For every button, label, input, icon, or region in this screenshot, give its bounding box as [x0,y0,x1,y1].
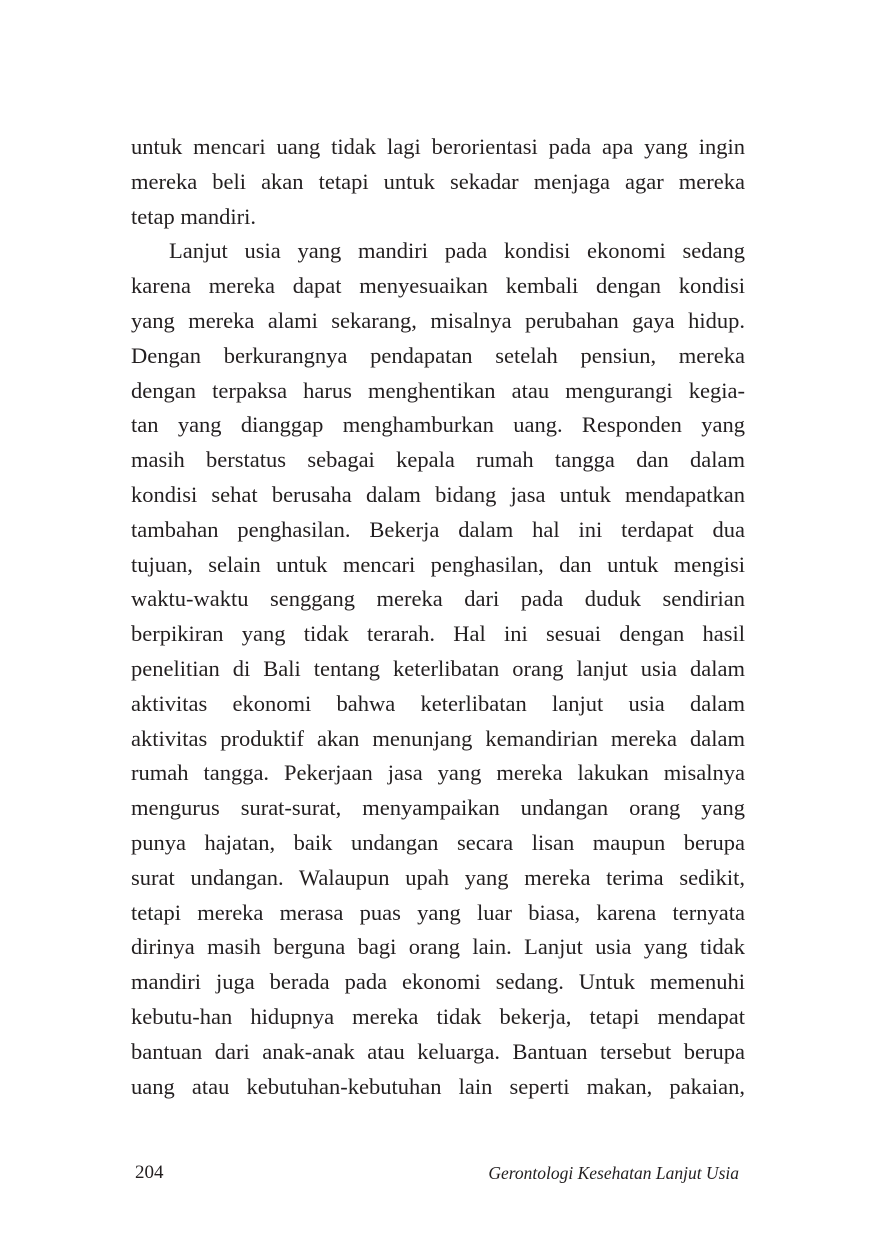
text-line: untuk mencari uang tidak lagi berorientasi pada apa yang ingin [131,134,745,159]
text-line: tujuan, selain untuk mencari penghasilan, dan untuk mengisi [131,551,745,577]
text-line: kebutu-han hidupnya mereka tidak bekerja, tetapi mendapat [131,1003,745,1029]
running-title: Gerontologi Kesehatan Lanjut Usia [488,1163,739,1183]
text-line: kondisi sehat berusaha dalam bidang jasa untuk mendapatkan [131,481,745,507]
text-line: karena mereka dapat menyesuaikan kembali dengan kondisi [131,273,745,299]
text-line: Lanjut usia yang mandiri pada kondisi ekonomi sedang [169,238,745,264]
text-line: surat undangan. Walaupun upah yang mereka terima sedikit, [131,864,745,890]
text-line: dengan terpaksa harus menghentikan atau mengurangi kegia- [131,377,745,403]
text-line: mandiri juga berada pada ekonomi sedang. Untuk memenuhi [131,969,745,995]
text-line: penelitian di Bali tentang keterlibatan orang lanjut usia dalam [131,655,745,681]
text-line: berpikiran yang tidak terarah. Hal ini sesuai dengan hasil [131,621,745,647]
text-line: punya hajatan, baik undangan secara lisan maupun berupa [131,829,745,855]
text-line: mengurus surat-surat, menyampaikan undangan orang yang [131,795,745,821]
page-number: 204 [135,1162,164,1183]
text-line: bantuan dari anak-anak atau keluarga. Bantuan tersebut berupa [131,1038,745,1064]
text-line: aktivitas ekonomi bahwa keterlibatan lanjut usia dalam [131,690,745,716]
text-line: dirinya masih berguna bagi orang lain. Lanjut usia yang tidak [131,934,745,960]
text-line: tambahan penghasilan. Bekerja dalam hal ini terdapat dua [131,516,745,542]
text-line: masih berstatus sebagai kepala rumah tangga dan dalam [131,447,745,473]
text-line: uang atau kebutuhan-kebutuhan lain seperti makan, pakaian, [131,1073,745,1099]
text-line: rumah tangga. Pekerjaan jasa yang mereka lakukan misalnya [131,760,745,786]
body-text [131,130,745,1104]
text-line: tetapi mereka merasa puas yang luar biasa, karena ternyata [131,899,745,925]
text-line: tetap mandiri. [131,203,256,229]
text-line: mereka beli akan tetapi untuk sekadar menjaga agar mereka [131,168,745,194]
text-line: tan yang dianggap menghamburkan uang. Responden yang [131,412,745,438]
text-line: waktu-waktu senggang mereka dari pada duduk sendirian [131,586,745,612]
text-line: aktivitas produktif akan menunjang kemandirian mereka dalam [131,725,745,751]
text-line: Dengan berkurangnya pendapatan setelah pensiun, mereka [131,342,745,368]
page-footer [131,1162,739,1188]
text-line: yang mereka alami sekarang, misalnya perubahan gaya hidup. [131,307,745,333]
